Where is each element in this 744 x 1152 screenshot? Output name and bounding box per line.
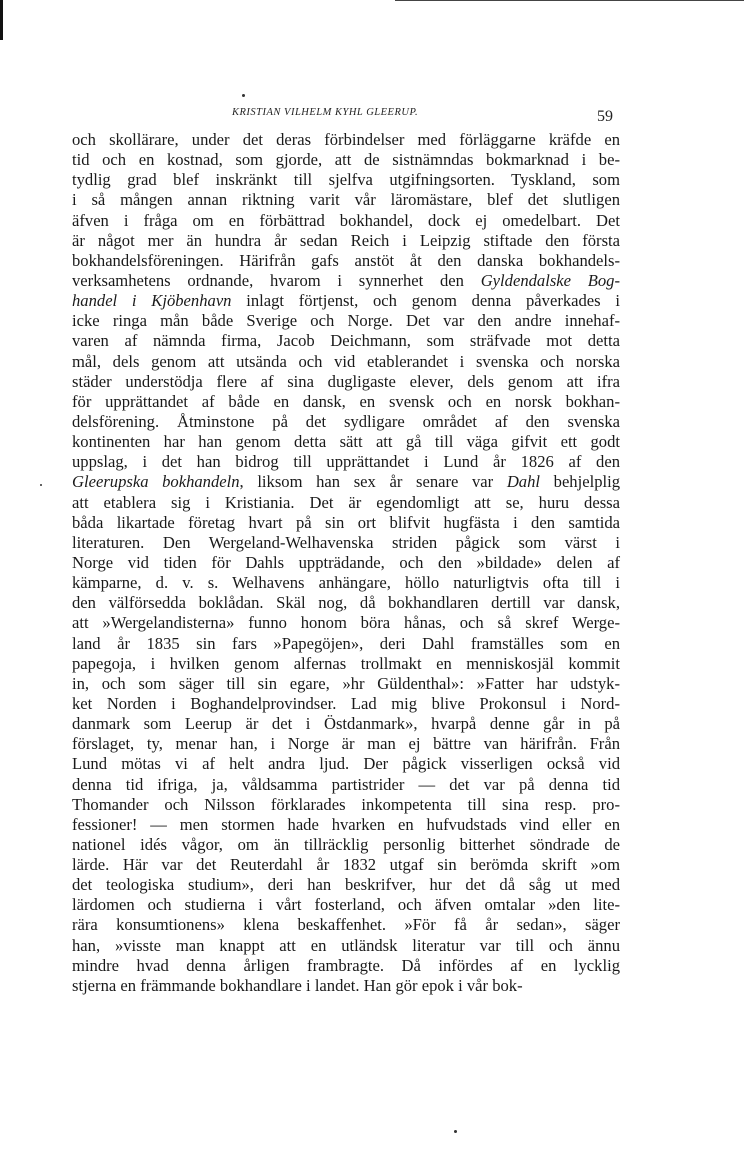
text-line: förslaget, ty, menar han, i Norge är man ej bättre van härifrån. Från <box>72 734 620 754</box>
text-line: lärde. Här var det Reuterdahl år 1832 utgaf sin berömda skrift »om <box>72 855 620 875</box>
scan-top-edge <box>395 0 744 1</box>
italic-name: Dahl <box>506 472 541 492</box>
text-line: ket Norden i Boghandelprovindser. Lad mig blive Prokonsul i Nord- <box>72 693 620 713</box>
text-line: mål, dels genom att utsända och vid etablerandet i svenska och norska <box>72 351 620 371</box>
text-line: uppslag, i det han bidrog till upprättandet i Lund år 1826 af den <box>72 452 620 472</box>
text-line: han, »visste man knappt att en utländsk literatur var till och ännu <box>72 935 620 955</box>
text-line: varen af nämnda firma, Jacob Deichmann, som sträfvade mot detta <box>72 331 620 351</box>
running-head: KRISTIAN VILHELM KYHL GLEERUP. <box>232 107 419 118</box>
text-line: handel i Kjöbenhavn inlagt förtjenst, och genom denna påverkades i <box>72 291 620 311</box>
italic-title: Gyldendalske Bog- <box>480 270 621 290</box>
page-number: 59 <box>597 108 613 125</box>
text-line: lärdomen och studierna i vårt fosterland, och äfven omtalar »den lite- <box>72 895 620 915</box>
text-line: städer understödja flere af sina dugligaste elever, dels genom att ifra <box>72 371 620 391</box>
text-line: rära konsumtionens» klena beskaffenhet. »För få år sedan», säger <box>72 915 620 935</box>
text-line: för upprättandet af både en dansk, en svensk och en norsk bokhan- <box>72 391 620 411</box>
text-line: och skollärare, under det deras förbindelser med förläggarne kräfde en <box>72 130 620 149</box>
text-line: är något mer än hundra år sedan Reich i Leipzig stiftade den första <box>72 230 620 250</box>
ink-speck <box>454 1130 457 1133</box>
body-text <box>72 130 620 996</box>
text-line: verksamhetens ordnande, hvarom i synnerhet den Gyldendalske Bog- <box>72 270 621 290</box>
text-line: Norge vid tiden för Dahls uppträdande, och den »bildade» delen af <box>72 552 620 572</box>
text-line: i så mången annan riktning varit vår läromästare, blef det slutligen <box>72 190 620 210</box>
text-line: fessioner! — men stormen hade hvarken en hufvudstads vind eller en <box>72 814 620 834</box>
text-line: land år 1835 sin fars »Papegöjen», deri Dahl framställes som en <box>72 633 620 653</box>
text-line: Thomander och Nilsson förklarades inkompetenta till sina resp. pro- <box>72 794 620 814</box>
ink-speck <box>40 484 42 486</box>
text-line: Gleerupska bokhandeln, liksom han sex år senare var Dahl behjelplig <box>72 472 621 492</box>
text-line: tydlig grad blef inskränkt till sjelfva utgifningsorten. Tyskland, som <box>72 170 620 190</box>
text-line: att »Wergelandisterna» funno honom böra hånas, och så skref Werge- <box>72 613 620 633</box>
text-line: äfven i fråga om en förbättrad bokhandel, dock ej omedelbart. Det <box>72 210 620 230</box>
text-line: nationel idés vågor, om än tillräcklig personlig bitterhet söndrade de <box>72 834 620 854</box>
text-line: kämparne, d. v. s. Welhavens anhängare, höllo naturligtvis ofta till i <box>72 573 620 593</box>
text-line: båda likartade företag hvart på sin ort blifvit hugfästa i den samtida <box>72 512 620 532</box>
text-line: denna tid ifriga, ja, våldsamma partistrider — det var på denna tid <box>72 774 620 794</box>
text-line: den välförsedda boklådan. Skäl nog, då bokhandlaren dertill var dansk, <box>72 593 620 613</box>
ink-speck <box>242 94 245 97</box>
text-line: danmark som Leerup är det i Östdanmark», hvarpå denne går in på <box>72 714 620 734</box>
text-line: papegoja, i hvilken genom alfernas trollmakt en menniskosjäl kommit <box>72 653 620 673</box>
text-line: Lund mötas vi af helt andra ljud. Der pågick visserligen också vid <box>72 754 620 774</box>
text-line: icke ringa mån både Sverige och Norge. Det var den andre innehaf- <box>72 311 620 331</box>
text-line: det teologiska studium», deri han beskrifver, hur det då såg ut med <box>72 875 620 895</box>
text-line: mindre hvad denna årligen frambragte. Då infördes af en lycklig <box>72 955 620 975</box>
text-line: stjerna en främmande bokhandlare i landet. Han gör epok i vår bok- <box>72 975 523 995</box>
scan-edge-mark <box>0 0 3 40</box>
italic-title: Gleerupska bokhandeln <box>72 472 240 492</box>
italic-title: handel i Kjöbenhavn <box>72 291 232 311</box>
text-line: bokhandelsföreningen. Härifrån gafs anstöt åt den danska bokhandels- <box>72 250 620 270</box>
text-line: delsförening. Åtminstone på det sydligare området af den svenska <box>72 411 620 431</box>
text-line: kontinenten har han genom detta sätt att gå till väga gifvit ett godt <box>72 432 620 452</box>
text-line: att etablera sig i Kristiania. Det är egendomligt att se, huru dessa <box>72 492 620 512</box>
text-line: literaturen. Den Wergeland-Welhavenska striden pågick som värst i <box>72 532 620 552</box>
text-line: in, och som säger till sin egare, »hr Güldenthal»: »Fatter har udstyk- <box>72 673 620 693</box>
text-line: tid och en kostnad, som gjorde, att de sistnämndas bokmarknad i be- <box>72 150 620 170</box>
